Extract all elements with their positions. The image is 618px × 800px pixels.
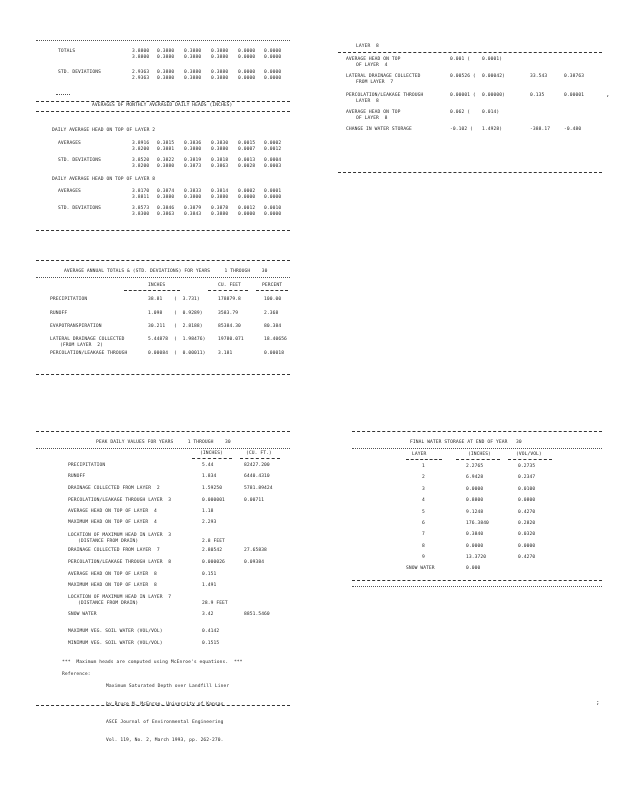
row-label: (FROM LAYER 2) bbox=[60, 343, 103, 348]
row-value: 0.001 ( bbox=[450, 57, 471, 62]
section-divider bbox=[36, 230, 290, 231]
table-cell: 0.3881 bbox=[157, 147, 175, 152]
averages-label: AVERAGES bbox=[58, 189, 81, 194]
section-divider bbox=[352, 580, 602, 581]
row-std: 0.014) bbox=[482, 110, 500, 115]
row-inches: 1.098 bbox=[148, 311, 163, 316]
row-label: AVERAGE HEAD ON TOP bbox=[346, 57, 401, 62]
row-cu-feet: 3583.79 bbox=[218, 311, 239, 316]
table-cell: 0.0000 bbox=[238, 76, 256, 81]
totals-label: TOTALS bbox=[58, 49, 76, 54]
row-inches: 0.8800 bbox=[466, 498, 484, 504]
row-cu-feet: 0.135 bbox=[530, 93, 545, 98]
row-inches: 0.00084 bbox=[148, 351, 169, 356]
snow-water-value: 0.000 bbox=[466, 566, 481, 571]
col-inches: (INCHES) bbox=[468, 452, 491, 457]
row-percent: 18.40656 bbox=[264, 337, 287, 342]
table-cell: 0.3880 bbox=[211, 212, 229, 217]
table-cell: 0.3880 bbox=[157, 70, 175, 75]
table-cell: 0.3880 bbox=[157, 164, 175, 169]
row-inches: 6.9428 bbox=[466, 475, 484, 481]
row-label: MINIMUM VEG. SOIL WATER (VOL/VOL) bbox=[68, 641, 163, 646]
row-cu-ft: 27.65838 bbox=[244, 548, 267, 553]
std-deviations-label: STD. DEVIATIONS bbox=[58, 70, 101, 75]
table-cell: 0.0002 bbox=[238, 189, 256, 194]
row-inches: 5.44878 bbox=[148, 337, 169, 342]
row-vol-vol: 0.4270 bbox=[518, 555, 536, 561]
row-inches: 0.000001 bbox=[202, 498, 225, 503]
table-cell: 0.0000 bbox=[264, 195, 282, 200]
scan-mark: , bbox=[606, 91, 610, 98]
row-label: PERCOLATION/LEAKAGE THROUGH bbox=[346, 93, 424, 98]
row-label: LAYER 8 bbox=[356, 99, 379, 104]
section-divider bbox=[352, 431, 602, 432]
row-label: (DISTANCE FROM DRAIN) bbox=[78, 539, 139, 544]
table-cell: 0.3819 bbox=[184, 158, 202, 163]
table-cell: 0.3818 bbox=[211, 158, 229, 163]
reference-line: Vol. 119, No. 2, March 1993, pp. 262-270. bbox=[106, 738, 224, 743]
row-label: PERCOLATION/LEAKAGE THROUGH LAYER 3 bbox=[68, 498, 172, 503]
std-deviations-label: STD. DEVIATIONS bbox=[58, 206, 101, 211]
row-cu-feet: -388.17 bbox=[530, 127, 551, 132]
row-cu-feet: 33.543 bbox=[530, 74, 548, 79]
table-cell: 3.8800 bbox=[132, 55, 150, 60]
top-divider bbox=[36, 40, 290, 41]
section-divider bbox=[36, 705, 290, 706]
annual-totals-title: AVERAGE ANNUAL TOTALS & (STD. DEVIATIONS) FOR YEARS 1 THROUGH 30 bbox=[64, 269, 268, 274]
table-cell: 0.3863 bbox=[157, 212, 175, 217]
averages-heads-title: AVERAGES OF MONTHLY AVERAGED DAILY HEADS (INCHES) bbox=[92, 103, 233, 108]
row-std: ( 2.8188) bbox=[174, 324, 203, 329]
row-inches: 0.4142 bbox=[202, 629, 220, 634]
row-percent: 0.00001 bbox=[564, 93, 585, 98]
table-cell: 0.3880 bbox=[184, 55, 202, 60]
table-cell: 0.0012 bbox=[238, 206, 256, 211]
scan-mark: ; bbox=[596, 699, 600, 706]
row-cu-ft: 0.00711 bbox=[244, 498, 265, 503]
row-cu-ft: 5781.89424 bbox=[244, 486, 273, 491]
row-cu-ft: 8851.5460 bbox=[244, 612, 270, 617]
table-cell: 3.8573 bbox=[132, 206, 150, 211]
row-inches: 9.1248 bbox=[466, 509, 484, 515]
row-label: CHANGE IN WATER STORAGE bbox=[346, 127, 412, 132]
row-value: 0.00526 ( bbox=[450, 74, 476, 79]
row-cu-ft: 82427.200 bbox=[244, 463, 270, 468]
table-cell: 0.3880 bbox=[211, 147, 229, 152]
row-percent: 80.384 bbox=[264, 324, 282, 329]
std-deviations-label: STD. DEVIATIONS bbox=[58, 158, 101, 163]
row-vol-vol: 0.0800 bbox=[518, 498, 536, 504]
row-value: 0.062 ( bbox=[450, 110, 471, 115]
table-cell: 0.3880 bbox=[157, 55, 175, 60]
table-cell: 0.0000 bbox=[264, 49, 282, 54]
table-cell: 0.0000 bbox=[264, 70, 282, 75]
section-divider bbox=[36, 374, 290, 375]
table-cell: 0.0002 bbox=[264, 141, 282, 146]
reference-line: Maximum Saturated Depth over Landfill Liner bbox=[106, 684, 230, 689]
row-inches: 2.293 bbox=[202, 520, 217, 525]
section-divider bbox=[36, 111, 290, 112]
table-cell: 0.0001 bbox=[264, 189, 282, 194]
row-cu-ft: 6440.4310 bbox=[244, 474, 270, 479]
table-cell: 0.0013 bbox=[238, 158, 256, 163]
header-underline bbox=[124, 290, 180, 291]
row-inches: 5.44 bbox=[202, 463, 214, 468]
table-cell: 3.8520 bbox=[132, 158, 150, 163]
table-cell: 0.3878 bbox=[211, 206, 229, 211]
table-cell: 0.3830 bbox=[211, 141, 229, 146]
table-cell: 0.3822 bbox=[157, 158, 175, 163]
row-inches: 2.2765 bbox=[466, 464, 484, 469]
row-std: ( 0.00011) bbox=[174, 351, 206, 356]
table-cell: 2.9363 bbox=[132, 76, 150, 81]
short-divider bbox=[56, 94, 70, 95]
row-layer: 4 bbox=[422, 498, 425, 504]
table-cell: 3.8200 bbox=[132, 147, 150, 152]
row-percent: 100.00 bbox=[264, 297, 282, 302]
col-inches: INCHES bbox=[148, 283, 166, 288]
section-divider bbox=[36, 277, 290, 278]
row-value: 0.00001 ( bbox=[450, 93, 476, 98]
reference-line: by Bruce M. McEnroe, University of Kansas bbox=[106, 702, 224, 707]
row-inches: 30.211 bbox=[148, 324, 166, 329]
header-underline bbox=[456, 459, 500, 460]
row-cu-feet: 178879.8 bbox=[218, 297, 241, 302]
table-cell: 0.0000 bbox=[264, 76, 282, 81]
row-label: LOCATION OF MAXIMUM HEAD IN LAYER 7 bbox=[68, 595, 172, 600]
row-layer: 6 bbox=[422, 521, 425, 526]
row-label: RUNOFF bbox=[50, 311, 68, 316]
table-cell: 0.0000 bbox=[238, 49, 256, 54]
row-inches: 0.0000 bbox=[466, 543, 484, 549]
averages-label: AVERAGES bbox=[58, 141, 81, 146]
table-cell: 0.3880 bbox=[157, 49, 175, 54]
row-cu-ft: 0.09384 bbox=[244, 560, 265, 565]
header-underline bbox=[192, 458, 232, 459]
row-inches: 28.9 FEET bbox=[202, 601, 228, 606]
row-label: LATERAL DRAINAGE COLLECTED bbox=[346, 74, 421, 79]
table-cell: 3.8300 bbox=[132, 212, 150, 217]
header-underline bbox=[240, 458, 280, 459]
row-std: 0.0001) bbox=[482, 57, 503, 62]
col-vol-vol: (VOL/VOL) bbox=[516, 452, 542, 457]
table-cell: 0.3836 bbox=[184, 141, 202, 146]
row-inches: 0.3840 bbox=[466, 532, 484, 538]
row-inches: 0.0000 bbox=[466, 486, 484, 492]
row-label: SNOW WATER bbox=[68, 612, 97, 617]
table-cell: 0.0003 bbox=[264, 164, 282, 169]
col-inches: (INCHES) bbox=[200, 451, 223, 456]
table-cell: 0.3873 bbox=[184, 164, 202, 169]
section-divider bbox=[36, 431, 290, 432]
row-layer: 2 bbox=[422, 475, 425, 481]
table-cell: 3.8811 bbox=[132, 195, 150, 200]
table-cell: 0.0000 bbox=[264, 55, 282, 60]
table-cell: 3.8200 bbox=[132, 164, 150, 169]
col-percent: PERCENT bbox=[262, 283, 283, 288]
table-cell: 0.0000 bbox=[264, 212, 282, 217]
table-cell: 0.3880 bbox=[211, 195, 229, 200]
section-divider bbox=[352, 586, 602, 587]
table-cell: 0.3880 bbox=[211, 70, 229, 75]
row-layer: 5 bbox=[422, 509, 425, 515]
table-cell: 3.8916 bbox=[132, 141, 150, 146]
table-cell: 0.3874 bbox=[157, 189, 175, 194]
section-divider bbox=[36, 260, 290, 261]
snow-water-label: SNOW WATER bbox=[406, 566, 435, 571]
table-cell: 0.0012 bbox=[264, 147, 282, 152]
row-cu-feet: 85384.30 bbox=[218, 324, 241, 329]
table-cell: 0.3880 bbox=[211, 49, 229, 54]
row-inches: 2.80542 bbox=[202, 548, 223, 553]
row-layer: 7 bbox=[422, 532, 425, 538]
table-cell: 0.0015 bbox=[238, 141, 256, 146]
row-value: -0.102 ( bbox=[450, 127, 473, 132]
table-cell: 0.0000 bbox=[238, 195, 256, 200]
row-inches: 3.42 bbox=[202, 612, 214, 617]
row-label: FROM LAYER 7 bbox=[356, 80, 394, 85]
row-vol-vol: 0.2820 bbox=[518, 521, 536, 526]
table-cell: 0.3814 bbox=[211, 189, 229, 194]
header-underline bbox=[406, 459, 442, 460]
row-percent: -0.480 bbox=[564, 127, 582, 132]
table-cell: 0.3880 bbox=[157, 195, 175, 200]
row-std: 1.4928) bbox=[482, 127, 503, 132]
row-inches: 1.491 bbox=[202, 583, 217, 588]
row-inches: 1.59250 bbox=[202, 486, 223, 491]
row-label: MAXIMUM HEAD ON TOP OF LAYER 8 bbox=[68, 583, 157, 588]
header-underline bbox=[256, 290, 288, 291]
section-divider bbox=[36, 448, 290, 449]
table-cell: 0.3815 bbox=[157, 141, 175, 146]
row-std: 0.00000) bbox=[482, 93, 505, 98]
table-cell: 0.0010 bbox=[264, 206, 282, 211]
header-underline bbox=[208, 290, 248, 291]
row-vol-vol: 0.2347 bbox=[518, 475, 536, 481]
table-cell: 0.0004 bbox=[264, 158, 282, 163]
table-cell: 0.3880 bbox=[157, 76, 175, 81]
row-label: LOCATION OF MAXIMUM HEAD IN LAYER 3 bbox=[68, 533, 172, 538]
reference-line: ASCE Journal of Environmental Engineering bbox=[106, 720, 224, 725]
row-label: AVERAGE HEAD ON TOP OF LAYER 8 bbox=[68, 572, 157, 577]
row-cu-feet: 19780.071 bbox=[218, 337, 244, 342]
table-cell: 0.3879 bbox=[184, 206, 202, 211]
final-storage-title: FINAL WATER STORAGE AT END OF YEAR 30 bbox=[410, 440, 522, 445]
row-label: PERCOLATION/LEAKAGE THROUGH LAYER 8 bbox=[68, 560, 172, 565]
footnote: *** Maximum heads are computed using McEnroe's equations. *** bbox=[62, 660, 243, 665]
row-vol-vol: 0.4270 bbox=[518, 509, 536, 515]
row-percent: 0.38763 bbox=[564, 74, 585, 79]
row-label: OF LAYER 8 bbox=[356, 116, 388, 121]
table-cell: 0.0028 bbox=[238, 164, 256, 169]
col-layer: LAYER bbox=[412, 452, 427, 457]
row-inches: 0.1515 bbox=[202, 641, 220, 646]
row-layer: 3 bbox=[422, 486, 425, 492]
reference-label: Reference: bbox=[62, 672, 91, 677]
table-cell: 3.8170 bbox=[132, 189, 150, 194]
table-cell: 0.0000 bbox=[238, 55, 256, 60]
row-inches: 38.81 bbox=[148, 297, 163, 302]
row-inches: 13.3720 bbox=[466, 555, 487, 561]
row-label: MAXIMUM HEAD ON TOP OF LAYER 4 bbox=[68, 520, 157, 525]
table-cell: 0.0007 bbox=[238, 147, 256, 152]
row-label: AVERAGE HEAD ON TOP bbox=[346, 110, 401, 115]
row-inches: 2.8 FEET bbox=[202, 539, 225, 544]
row-label: MAXIMUM VEG. SOIL WATER (VOL/VOL) bbox=[68, 629, 163, 634]
header-underline bbox=[508, 459, 552, 460]
row-vol-vol: 0.0100 bbox=[518, 486, 536, 492]
table-cell: 0.3833 bbox=[184, 189, 202, 194]
row-label: DRAINAGE COLLECTED FROM LAYER 2 bbox=[68, 486, 160, 491]
section-divider bbox=[352, 448, 602, 449]
table-cell: 0.3863 bbox=[211, 164, 229, 169]
table-cell: 2.9363 bbox=[132, 70, 150, 75]
table-cell: 0.3880 bbox=[211, 76, 229, 81]
layer2-title: DAILY AVERAGE HEAD ON TOP OF LAYER 2 bbox=[52, 128, 156, 133]
table-cell: 0.0000 bbox=[238, 212, 256, 217]
table-cell: 0.3843 bbox=[184, 212, 202, 217]
row-label: RUNOFF bbox=[68, 474, 86, 479]
row-std: 0.00042) bbox=[482, 74, 505, 79]
table-cell: 0.0000 bbox=[238, 70, 256, 75]
row-layer: 1 bbox=[422, 464, 425, 469]
row-cu-feet: 3.181 bbox=[218, 351, 233, 356]
row-inches: 1.18 bbox=[202, 509, 214, 514]
table-cell: 0.3880 bbox=[184, 70, 202, 75]
row-inches: 0.000026 bbox=[202, 560, 225, 565]
row-std: ( 0.9289) bbox=[174, 311, 203, 316]
row-inches: 0.151 bbox=[202, 572, 217, 577]
col-cu-feet: CU. FEET bbox=[218, 283, 241, 288]
table-cell: 0.3880 bbox=[184, 147, 202, 152]
row-label: AVERAGE HEAD ON TOP OF LAYER 4 bbox=[68, 509, 157, 514]
table-cell: 0.3880 bbox=[184, 76, 202, 81]
table-cell: 0.3800 bbox=[184, 195, 202, 200]
row-vol-vol: 0.0000 bbox=[518, 543, 536, 549]
row-label: LATERAL DRAINAGE COLLECTED bbox=[50, 337, 125, 342]
row-label: PERCOLATION/LEAKAGE THROUGH bbox=[50, 351, 128, 356]
table-cell: 0.3880 bbox=[184, 49, 202, 54]
row-label: DRAINAGE COLLECTED FROM LAYER 7 bbox=[68, 548, 160, 553]
row-label: EVAPOTRANSPIRATION bbox=[50, 324, 102, 329]
row-std: ( 1.98476) bbox=[174, 337, 206, 342]
row-label: (DISTANCE FROM DRAIN) bbox=[78, 601, 139, 606]
row-label: PRECIPITATION bbox=[68, 463, 106, 468]
row-inches: 176.3840 bbox=[466, 521, 489, 526]
section-divider bbox=[36, 101, 290, 102]
table-cell: 0.3880 bbox=[211, 55, 229, 60]
row-label: OF LAYER 4 bbox=[356, 63, 388, 68]
layer8-title: DAILY AVERAGE HEAD ON TOP OF LAYER 8 bbox=[52, 177, 156, 182]
row-vol-vol: 0.0320 bbox=[518, 532, 536, 538]
section-divider bbox=[338, 172, 602, 173]
layer-title: LAYER 8 bbox=[356, 44, 379, 49]
reference-text bbox=[106, 672, 229, 756]
section-divider bbox=[338, 52, 602, 53]
row-std: ( 3.731) bbox=[174, 297, 200, 302]
row-percent: 2.368 bbox=[264, 311, 279, 316]
row-layer: 8 bbox=[422, 543, 425, 549]
table-cell: 0.3846 bbox=[157, 206, 175, 211]
peak-values-title: PEAK DAILY VALUES FOR YEARS 1 THROUGH 30 bbox=[96, 440, 231, 445]
row-label: PRECIPITATION bbox=[50, 297, 88, 302]
row-vol-vol: 0.2735 bbox=[518, 464, 536, 469]
row-layer: 9 bbox=[422, 555, 425, 561]
col-cu-ft: (CU. FT.) bbox=[246, 451, 272, 456]
row-percent: 0.00018 bbox=[264, 351, 285, 356]
table-cell: 3.8800 bbox=[132, 49, 150, 54]
row-inches: 1.834 bbox=[202, 474, 217, 479]
